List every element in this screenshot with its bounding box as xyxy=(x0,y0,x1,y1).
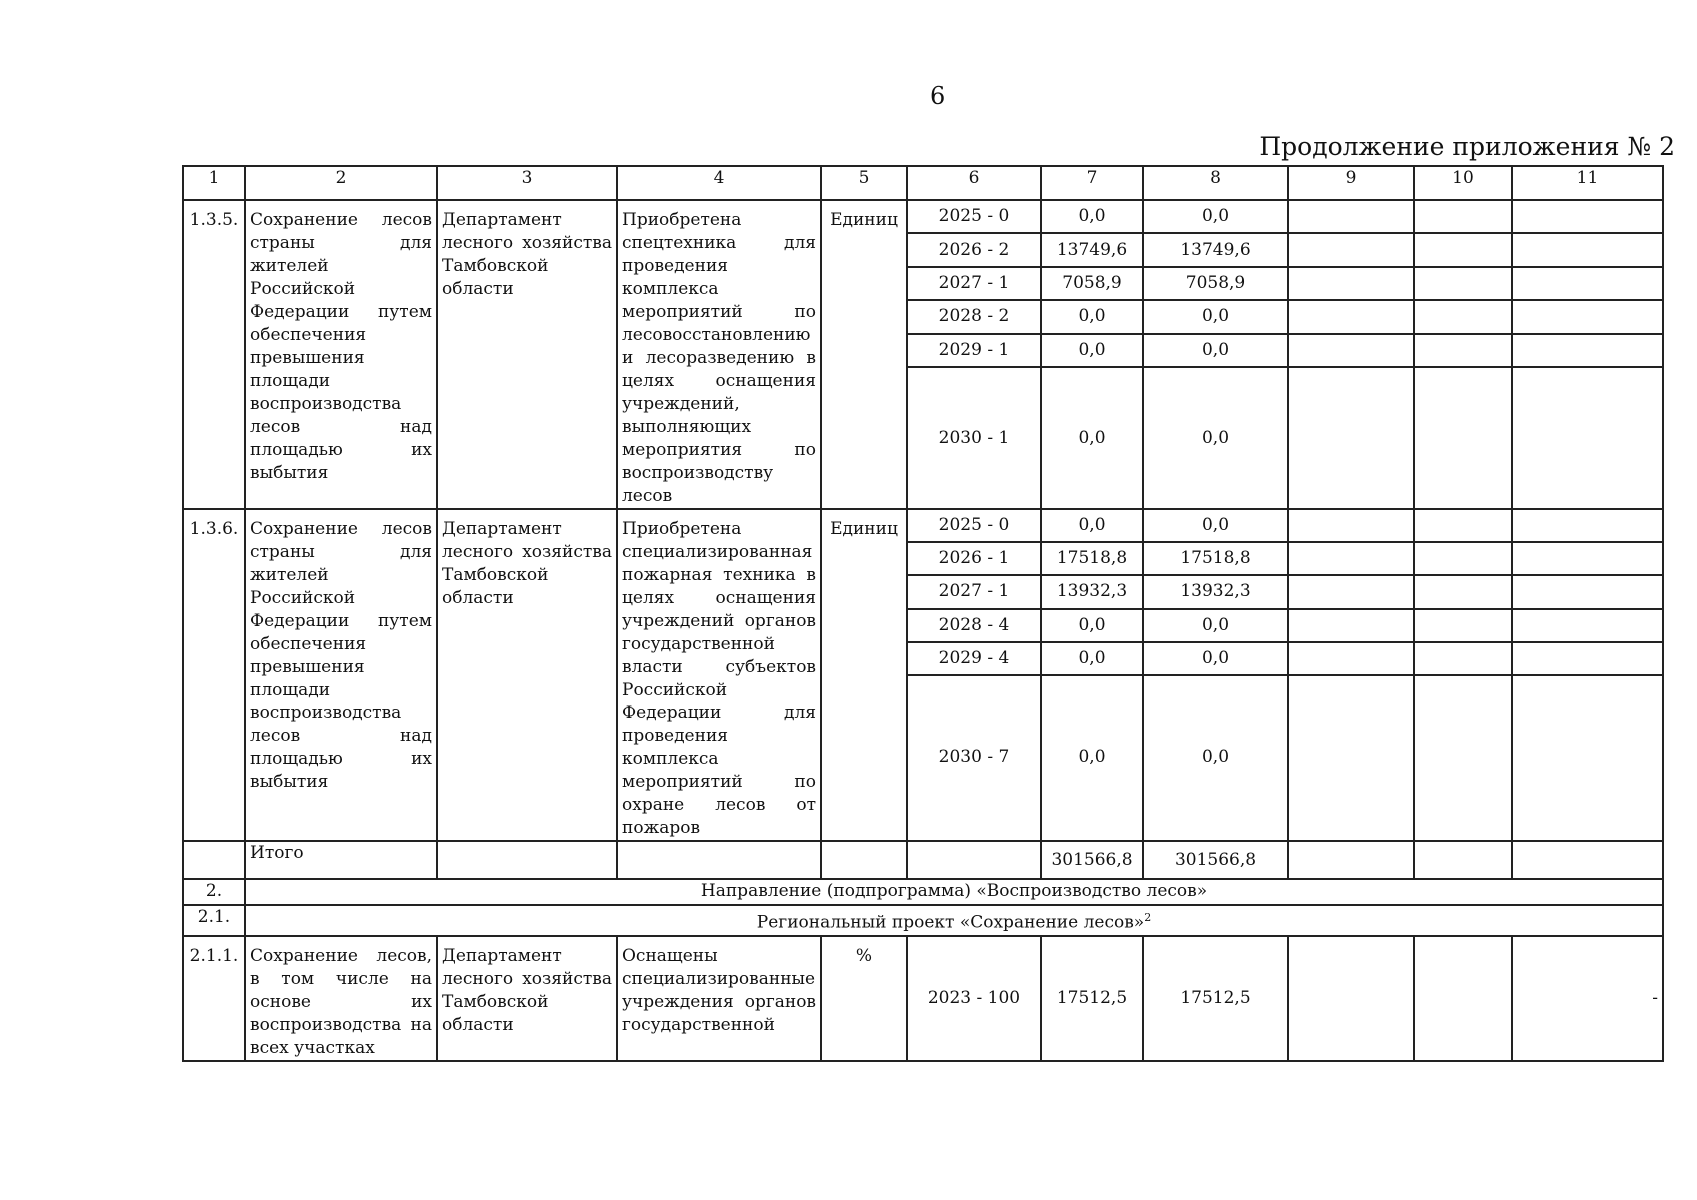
row-number: 1.3.5. xyxy=(183,200,245,509)
continuation-label: Продолжение приложения № 2 xyxy=(1259,132,1675,161)
col8-value: 0,0 xyxy=(1143,675,1288,841)
year-value: 2023 - 100 xyxy=(907,936,1041,1061)
year-value: 2029 - 4 xyxy=(907,642,1041,675)
col7-value: 0,0 xyxy=(1041,334,1143,367)
col8-value: 0,0 xyxy=(1143,200,1288,233)
year-value: 2029 - 1 xyxy=(907,334,1041,367)
year-value: 2030 - 7 xyxy=(907,675,1041,841)
year-value: 2030 - 1 xyxy=(907,367,1041,509)
col8-value: 17518,8 xyxy=(1143,542,1288,575)
col8-value: 0,0 xyxy=(1143,367,1288,509)
col8-value: 0,0 xyxy=(1143,334,1288,367)
measure-name: Сохранение лесов страны для жителей Российской Федерации путем обеспечения превышения площади воспроизводства лесов над площадью их выбытия xyxy=(245,200,437,509)
footnote-mark: 2 xyxy=(1144,911,1152,924)
result: Оснащены специализированные учреждения органов государственной xyxy=(617,936,821,1061)
col11-value: - xyxy=(1512,936,1663,1061)
total-col7: 301566,8 xyxy=(1041,841,1143,879)
col8-value: 0,0 xyxy=(1143,509,1288,542)
result: Приобретена спецтехника для проведения комплекса мероприятий по лесовосстановлению и лесоразведению в целях оснащения учреждений, выполняющих мероприятия по воспроизводству лесов xyxy=(617,200,821,509)
year-value: 2026 - 1 xyxy=(907,542,1041,575)
table-row xyxy=(183,509,1663,542)
total-row xyxy=(183,841,1663,879)
responsible: Департамент лесного хозяйства Тамбовской области xyxy=(437,936,617,1061)
col7-value: 13749,6 xyxy=(1041,233,1143,266)
col8-value: 13932,3 xyxy=(1143,575,1288,608)
section-row xyxy=(183,905,1663,936)
header-cell: 9 xyxy=(1288,166,1414,200)
header-cell: 3 xyxy=(437,166,617,200)
col7-value: 13932,3 xyxy=(1041,575,1143,608)
measure-name: Сохранение лесов страны для жителей Российской Федерации путем обеспечения превышения площади воспроизводства лесов над площадью их выбытия xyxy=(245,509,437,841)
header-cell: 7 xyxy=(1041,166,1143,200)
header-cell: 2 xyxy=(245,166,437,200)
appendix-table xyxy=(182,165,1664,1062)
col7-value: 0,0 xyxy=(1041,509,1143,542)
row-number: 1.3.6. xyxy=(183,509,245,841)
year-value: 2025 - 0 xyxy=(907,200,1041,233)
row-number: 2.1.1. xyxy=(183,936,245,1061)
col8-value: 0,0 xyxy=(1143,642,1288,675)
section-title-text: Региональный проект «Сохранение лесов» xyxy=(756,912,1145,933)
header-cell: 4 xyxy=(617,166,821,200)
col7-value: 7058,9 xyxy=(1041,267,1143,300)
year-value: 2027 - 1 xyxy=(907,267,1041,300)
col8-value: 17512,5 xyxy=(1143,936,1288,1061)
measure-name: Сохранение лесов, в том числе на основе их воспроизводства на всех участках xyxy=(245,936,437,1061)
col7-value: 0,0 xyxy=(1041,642,1143,675)
col7-value: 0,0 xyxy=(1041,609,1143,642)
unit: Единиц xyxy=(821,509,907,841)
col7-value: 0,0 xyxy=(1041,675,1143,841)
header-cell: 10 xyxy=(1414,166,1512,200)
col8-value: 0,0 xyxy=(1143,609,1288,642)
total-label: Итого xyxy=(245,841,437,879)
year-value: 2025 - 0 xyxy=(907,509,1041,542)
header-row xyxy=(183,166,1663,200)
header-cell: 6 xyxy=(907,166,1041,200)
col7-value: 17512,5 xyxy=(1041,936,1143,1061)
year-value: 2027 - 1 xyxy=(907,575,1041,608)
col7-value: 0,0 xyxy=(1041,367,1143,509)
col7-value: 17518,8 xyxy=(1041,542,1143,575)
year-value: 2028 - 4 xyxy=(907,609,1041,642)
section-title xyxy=(245,905,1663,936)
year-value: 2026 - 2 xyxy=(907,233,1041,266)
responsible: Департамент лесного хозяйства Тамбовской области xyxy=(437,509,617,841)
section-number: 2. xyxy=(183,879,245,905)
unit: Единиц xyxy=(821,200,907,509)
responsible: Департамент лесного хозяйства Тамбовской области xyxy=(437,200,617,509)
header-cell: 11 xyxy=(1512,166,1663,200)
unit: % xyxy=(821,936,907,1061)
section-number: 2.1. xyxy=(183,905,245,936)
header-cell: 8 xyxy=(1143,166,1288,200)
col8-value: 0,0 xyxy=(1143,300,1288,333)
year-value: 2028 - 2 xyxy=(907,300,1041,333)
table-row xyxy=(183,200,1663,233)
section-row xyxy=(183,879,1663,905)
total-col8: 301566,8 xyxy=(1143,841,1288,879)
result: Приобретена специализированная пожарная техника в целях оснащения учреждений органов государственной власти субъектов Российской Федерации для проведения комплекса мероприятий по охране лесов от пожаров xyxy=(617,509,821,841)
col8-value: 7058,9 xyxy=(1143,267,1288,300)
col8-value: 13749,6 xyxy=(1143,233,1288,266)
col7-value: 0,0 xyxy=(1041,200,1143,233)
header-cell: 1 xyxy=(183,166,245,200)
table-row xyxy=(183,936,1663,1061)
header-cell: 5 xyxy=(821,166,907,200)
col7-value: 0,0 xyxy=(1041,300,1143,333)
section-title: Направление (подпрограмма) «Воспроизводство лесов» xyxy=(245,879,1663,905)
